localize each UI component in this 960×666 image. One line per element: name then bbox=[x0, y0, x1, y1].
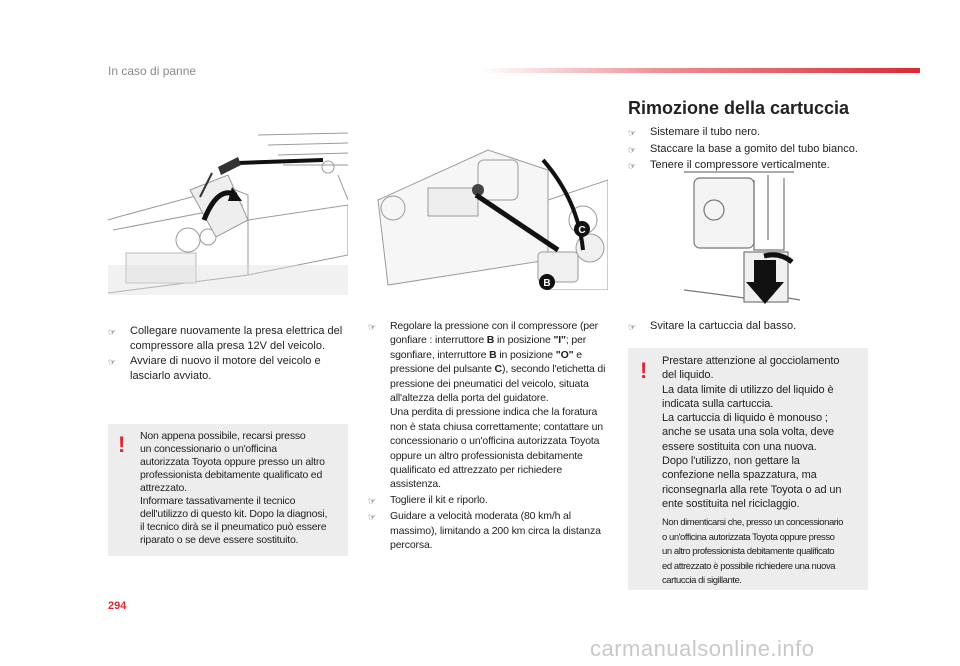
header-accent-bar bbox=[480, 68, 920, 73]
warning-icon: ! bbox=[640, 358, 648, 383]
illustration-compressor-plug bbox=[108, 125, 348, 295]
col2-instructions bbox=[368, 319, 606, 554]
pointing-hand-icon: ☞ bbox=[628, 128, 637, 138]
illustration-compressor-switches bbox=[368, 140, 608, 290]
list-item: ☞ Togliere il kit e riporlo. bbox=[368, 493, 606, 508]
pointing-hand-icon: ☞ bbox=[368, 322, 376, 332]
pointing-hand-icon: ☞ bbox=[628, 322, 637, 332]
pointing-hand-icon: ☞ bbox=[108, 327, 117, 337]
pointing-hand-icon: ☞ bbox=[628, 144, 637, 155]
illustration-cartridge-removal bbox=[684, 170, 800, 310]
list-item: ☞ Collegare nuovamente la presa elettrica del compressore alla presa 12V del veicolo. bbox=[108, 325, 343, 352]
list-item: ☞ Regolare la pressione con il compressore (per gonfiare : interruttore B in posizione "I"; per sgonfiare, interruttore B in posizione "O" e pressione del pulsante C), secondo l'etichetta di pressione dei pneumatici del veicolo, situata all'altezza della porta del guidatore. Una perdita di pressione indica che la foratura non è stata chiusa correttamente; contattare un concessionario o un'officina autorizzata Toyota oppure un altro professionista debitamente qualificato ed attrezzato per richiedere assistenza. bbox=[368, 320, 606, 491]
warning-box-assistance: ! Non appena possibile, recarsi presso un concessionario o un'officina autorizzata Toyota oppure presso un altro professionista debitamente qualificato ed attrezzato. Informare tassativamente il tecnico dell'utilizzo di questo kit. Dopo la diagnosi, il tecnico dirà se il pneumatico può essere riparato o se deve essere sostituito. bbox=[108, 424, 348, 556]
pointing-hand-icon: ☞ bbox=[368, 495, 376, 506]
list-item: ☞ Svitare la cartuccia dal basso. bbox=[628, 319, 878, 335]
pointing-hand-icon: ☞ bbox=[108, 357, 117, 367]
pointing-hand-icon: ☞ bbox=[368, 512, 376, 523]
warning-icon: ! bbox=[118, 432, 126, 457]
list-item: ☞ Staccare la base a gomito del tubo bianco. bbox=[628, 142, 878, 158]
col1-instructions bbox=[108, 324, 348, 384]
col3-instructions-top bbox=[628, 125, 878, 175]
list-item: ☞ Guidare a velocità moderata (80 km/h al massimo), limitando a 200 km circa la distanza percorsa. bbox=[368, 510, 601, 552]
col3-instruction-mid bbox=[628, 319, 878, 336]
label-c: C bbox=[578, 225, 586, 236]
label-b: B bbox=[543, 278, 551, 289]
page-number: 294 bbox=[108, 600, 127, 612]
list-item: ☞ Tenere il compressore verticalmente. bbox=[628, 158, 878, 174]
pointing-hand-icon: ☞ bbox=[628, 161, 637, 171]
section-title: Rimozione della cartuccia bbox=[628, 98, 850, 118]
running-header: In caso di panne bbox=[108, 64, 197, 78]
list-item: ☞ Avviare di nuovo il motore del veicolo e lasciarlo avviato. bbox=[108, 355, 321, 382]
list-item: ☞ Sistemare il tubo nero. bbox=[628, 125, 878, 141]
warning-box-cartridge: ! Prestare attenzione al gocciolamento del liquido. La data limite di utilizzo del liquido è indicata sulla cartuccia. La cartuccia di liquido è monouso ; anche se usata una sola volta, deve essere sostituita con una nuova. Dopo l'utilizzo, non gettare la confezione nella spazzatura, ma riconsegnarla alla rete Toyota o ad un ente sostituita nel riciclaggio. Non dimenticarsi che, presso un concessionario o un'officina autorizzata Toyota oppure presso un altro professionista debitamente qualificato ed attrezzato è possibile richiedere una nuova cartuccia di sigillante. bbox=[628, 348, 868, 590]
watermark: carmanualsonline.info bbox=[590, 636, 815, 661]
